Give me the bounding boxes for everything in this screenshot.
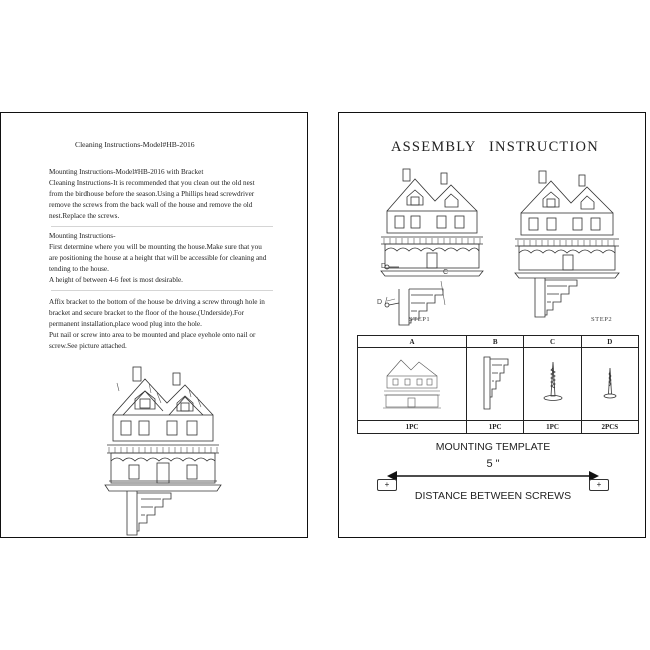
bracket-part-icon [480, 353, 510, 413]
distance-value: 5 " [486, 458, 500, 470]
mounting-template-label: MOUNTING TEMPLATE [435, 441, 551, 453]
step2-label: STEP2 [591, 316, 613, 323]
screw-c-part-icon [538, 358, 568, 408]
affix-line: Affix bracket to the bottom of the house be driving a screw through hole in [49, 298, 265, 306]
screw-d-icon [383, 263, 403, 313]
divider [51, 226, 273, 227]
part-d-letter: D [581, 336, 638, 348]
cleaning-line: Cleaning Instructions-It is recommended that you clean out the old nest [49, 179, 255, 187]
step1-label: STEP1 [409, 316, 431, 323]
part-a-image [358, 348, 467, 421]
mounting-line: Mounting Instructions- [49, 232, 116, 240]
part-a-qty: 1PC [358, 421, 467, 434]
part-d-image [581, 348, 638, 421]
part-b-qty: 1PC [467, 421, 524, 434]
mounting-line: First determine where you will be mounting the house.Make sure that you [49, 243, 262, 251]
affix-line: screw.See picture attached. [49, 342, 127, 350]
distance-between-screws-label: DISTANCE BETWEEN SCREWS [414, 490, 572, 502]
step2-illustration [515, 167, 621, 319]
cleaning-instructions-page [0, 112, 308, 538]
mounting-line: are positioning the house at a height that will be accessible for cleaning and [49, 254, 267, 262]
cleaning-line: remove the screws from the back wall of the house and remove the old [49, 201, 253, 209]
cleaning-line: nest.Replace the screws. [49, 212, 120, 220]
left-screw-mark: + [377, 479, 397, 491]
assembly-heading: ASSEMBLY [391, 139, 477, 155]
assembly-instruction-page [338, 112, 646, 538]
part-c-qty: 1PC [524, 421, 581, 434]
part-d-qty: 2PCS [581, 421, 638, 434]
birdhouse-with-bracket-illustration [105, 363, 225, 538]
screw-d-part-icon [595, 358, 625, 408]
mounting-line: A height of between 4-6 feet is most desirable. [49, 276, 183, 284]
instruction-heading: INSTRUCTION [489, 139, 599, 155]
callout-d-bottom: D [377, 299, 383, 306]
part-c-letter: C [524, 336, 581, 348]
affix-line: permanent installation,place wood plug into the hole. [49, 320, 202, 328]
parts-table [357, 335, 639, 434]
cleaning-line: Mounting Instructions-Model#HB-2016 with Bracket [49, 168, 204, 176]
callout-d-top: D [381, 263, 387, 270]
right-screw-mark: + [589, 479, 609, 491]
birdhouse-part-icon [383, 354, 441, 412]
callout-c: C [443, 269, 449, 276]
page-title: Cleaning Instructions-Model#HB-2016 [75, 140, 195, 149]
part-b-image [467, 348, 524, 421]
part-c-image [524, 348, 581, 421]
affix-line: Put nail or screw into area to be mounted and place eyehole onto nail or [49, 331, 256, 339]
cleaning-line: from the birdhouse before the season.Using a Phillips head screwdriver [49, 190, 255, 198]
part-b-letter: B [467, 336, 524, 348]
affix-line: bracket and secure bracket to the floor of the house.(Underside).For [49, 309, 244, 317]
double-arrow-icon [387, 471, 599, 481]
part-a-letter: A [358, 336, 467, 348]
divider [51, 290, 273, 291]
mounting-line: tending to the house. [49, 265, 109, 273]
